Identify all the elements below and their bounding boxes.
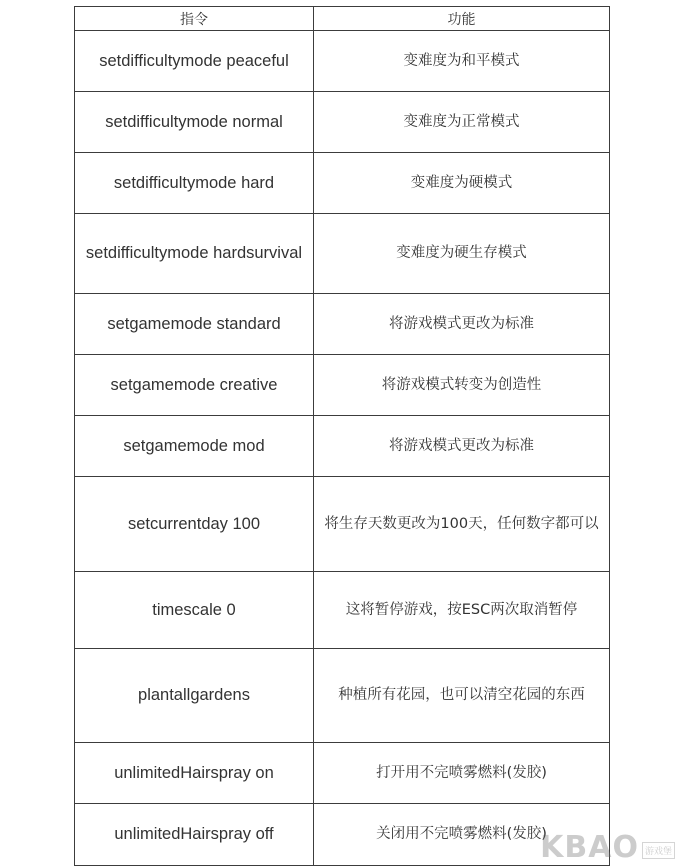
command-cell: setgamemode standard — [75, 294, 314, 355]
function-cell: 种植所有花园，也可以清空花园的东西 — [314, 649, 610, 743]
table-row — [75, 804, 610, 866]
table-header-row — [75, 7, 610, 31]
table-row — [75, 294, 610, 355]
function-cell: 将游戏模式转变为创造性 — [314, 355, 610, 416]
command-cell: setdifficultymode peaceful — [75, 31, 314, 92]
command-cell: setdifficultymode normal — [75, 92, 314, 153]
table-row — [75, 416, 610, 477]
command-table — [74, 6, 610, 866]
watermark-logo-text: KBAO — [540, 830, 639, 865]
command-cell: setcurrentday 100 — [75, 477, 314, 572]
function-cell: 变难度为硬模式 — [314, 153, 610, 214]
function-cell: 将游戏模式更改为标准 — [314, 416, 610, 477]
header-command: 指令 — [75, 7, 314, 31]
command-cell: setdifficultymode hard — [75, 153, 314, 214]
function-cell: 将游戏模式更改为标准 — [314, 294, 610, 355]
command-cell: setgamemode creative — [75, 355, 314, 416]
command-cell: unlimitedHairspray on — [75, 743, 314, 804]
function-cell: 关闭用不完喷雾燃料(发胶) — [314, 804, 610, 866]
table-row — [75, 477, 610, 572]
table-row — [75, 649, 610, 743]
function-cell: 打开用不完喷雾燃料(发胶) — [314, 743, 610, 804]
function-cell: 变难度为和平模式 — [314, 31, 610, 92]
table-row — [75, 355, 610, 416]
table-row — [75, 214, 610, 294]
command-cell: setdifficultymode hardsurvival — [75, 214, 314, 294]
watermark-badge: 游戏堡 — [642, 842, 675, 859]
table-row — [75, 572, 610, 649]
command-cell: unlimitedHairspray off — [75, 804, 314, 866]
header-function: 功能 — [314, 7, 610, 31]
table-row — [75, 153, 610, 214]
function-cell: 将生存天数更改为100天，任何数字都可以 — [314, 477, 610, 572]
command-cell: setgamemode mod — [75, 416, 314, 477]
table-row — [75, 743, 610, 804]
function-cell: 这将暂停游戏，按ESC两次取消暂停 — [314, 572, 610, 649]
function-cell: 变难度为正常模式 — [314, 92, 610, 153]
command-cell: timescale 0 — [75, 572, 314, 649]
table-row — [75, 31, 610, 92]
command-cell: plantallgardens — [75, 649, 314, 743]
function-cell: 变难度为硬生存模式 — [314, 214, 610, 294]
table-row — [75, 92, 610, 153]
